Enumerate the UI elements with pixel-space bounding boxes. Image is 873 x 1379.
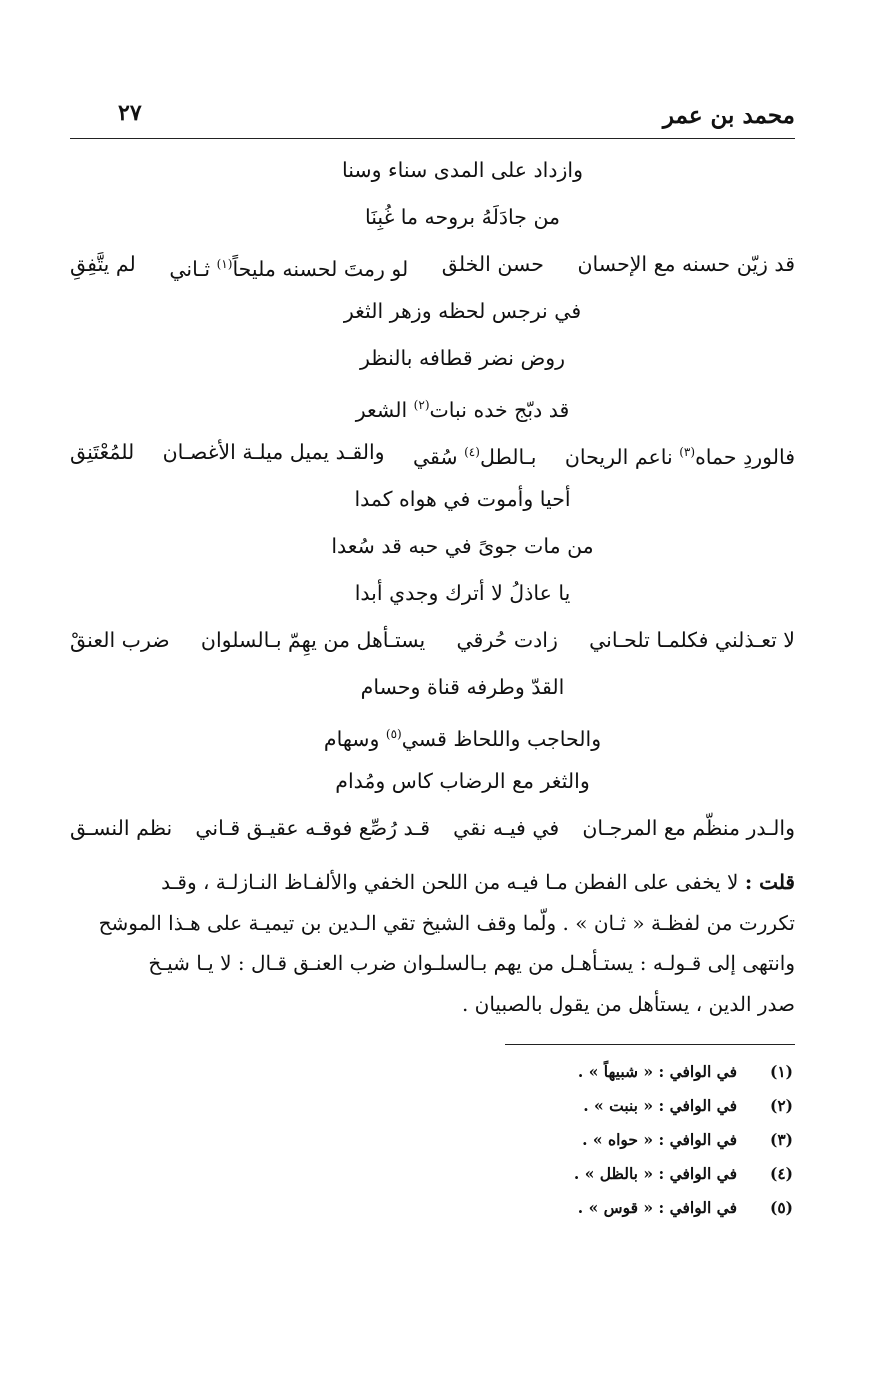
poem-line	[70, 382, 795, 429]
muwashshah-poem	[70, 147, 795, 852]
prose-text: وانتهى إلى قـولـه : يستـأهـل من يهم بـالسلـوان ضرب العنـق قـال : لا يـا شيـخ	[148, 951, 795, 975]
refrain-text: ناعم الريحان	[564, 444, 673, 469]
poem-line: القدّ وطرفه قناة وحسام	[360, 675, 565, 699]
refrain-segment: قـد رُصِّع فوقـه عقيـق قـاني	[195, 816, 431, 840]
prose-line	[70, 943, 795, 984]
poem-text: قد دبّج خده نبات	[429, 397, 570, 422]
refrain-segment: في فيـه نقي	[453, 816, 560, 840]
poem-line: والثغر مع الرضاب كاس ومُدام	[335, 769, 590, 793]
footnote-number: (٥)	[769, 1198, 793, 1217]
running-head: محمد بن عمر	[662, 102, 795, 129]
footnote-marker: (٤)	[464, 445, 480, 459]
poem-line: من مات جوىً في حبه قد سُعدا	[331, 534, 594, 558]
poem-line: روض نضر قطافه بالنظر	[359, 346, 566, 370]
footnote-text: في الوافي : « بالظل » .	[573, 1164, 737, 1183]
poem-refrain-line	[70, 241, 795, 288]
poem-text: والحاجب واللحاظ قسي	[401, 726, 602, 751]
commentary-paragraph	[70, 862, 795, 1024]
refrain-segment: والقـد يميل ميلـة الأغصـان	[162, 440, 385, 464]
footnote-marker: (٣)	[679, 445, 696, 459]
prose-line	[70, 903, 795, 944]
prose-segment: لا يخفى على الفطن مـا فيـه من اللحن الخفي والألفـاظ النـازلـة ، وقـد	[161, 870, 739, 894]
footnote-marker: (٢)	[413, 398, 430, 412]
footnote	[70, 1123, 793, 1157]
refrain-text: سُقي	[412, 444, 458, 469]
footnote-marker: (٥)	[385, 727, 402, 741]
poem-line: يا عاذلُ لا أترك وجدي أبدا	[354, 581, 571, 605]
poem-line: أحيا وأموت في هواه كمدا	[354, 487, 571, 511]
refrain-segment: زادت حُرقي	[456, 628, 558, 652]
commentary-lead: قلت :	[744, 870, 795, 894]
prose-text: تكررت من لفظـة « ثـان » . ولّما وقف الشيخ تقي الـدين بن تيميـة على هـذا الموشح	[98, 910, 795, 935]
refrain-segment: والـدر منظّم مع المرجـان	[582, 816, 795, 840]
footnote	[70, 1157, 793, 1191]
footnote-text: في الوافي : « قوس » .	[577, 1198, 737, 1217]
footnote	[70, 1089, 793, 1123]
prose-text	[161, 862, 795, 903]
poem-line: وازداد على المدى سناء وسنا	[342, 158, 583, 182]
footnote	[70, 1191, 793, 1225]
footnote-text: في الوافي : « حواه » .	[582, 1130, 737, 1149]
poem-text: وسهام	[323, 726, 380, 751]
refrain-segment: ضرب العنقْ	[70, 628, 170, 652]
refrain-text: ثـاني	[169, 256, 211, 281]
prose-line	[70, 984, 795, 1025]
footnote-number: (٢)	[769, 1096, 793, 1115]
prose-line	[70, 862, 795, 903]
footnote-number: (٣)	[769, 1130, 793, 1149]
footnote-marker: (١)	[216, 257, 233, 271]
poem-line: في نرجس لحظه وزهر الثغر	[343, 299, 582, 323]
poem-refrain-line	[70, 617, 795, 664]
footnote-divider	[505, 1044, 795, 1045]
page-header	[70, 100, 795, 139]
refrain-segment: لم يتَّفِقِ	[70, 252, 136, 276]
refrain-segment	[169, 241, 408, 288]
prose-text: صدر الدين ، يستأهل من يقول بالصبيان .	[461, 991, 795, 1016]
refrain-segment: قد زيّن حسنه مع الإحسان	[577, 252, 795, 276]
footnotes	[70, 1055, 795, 1225]
refrain-text: فالوردِ حماه	[695, 444, 795, 469]
poem-line: من جادَلَهُ بروحه ما غُبِنَا	[364, 205, 561, 229]
footnote-text: في الوافي : « شبيهاً » .	[577, 1062, 737, 1081]
refrain-segment: لا تعـذلني فكلمـا تلحـاني	[589, 628, 795, 652]
footnote-number: (٤)	[769, 1164, 793, 1183]
book-page	[70, 100, 795, 1225]
footnote	[70, 1055, 793, 1089]
refrain-text: لو رمتَ لحسنه مليحاً	[232, 256, 409, 281]
refrain-segment: للمُعْتَنِق	[70, 440, 135, 464]
poem-line	[70, 711, 795, 758]
refrain-segment: يستـأهل من يهِمّ بـالسلوان	[200, 628, 426, 652]
footnote-text: في الوافي : « بنبت » .	[583, 1096, 737, 1115]
poem-text: الشعر	[355, 397, 408, 422]
refrain-segment: نظم النسـق	[70, 816, 173, 840]
refrain-segment: حسن الخلق	[441, 252, 544, 276]
refrain-text: بـالطل	[479, 444, 537, 469]
page-number: ٢٧	[118, 100, 142, 126]
refrain-segment	[565, 429, 795, 476]
footnote-number: (١)	[769, 1062, 793, 1081]
poem-refrain-line	[70, 429, 795, 476]
refrain-segment	[413, 429, 537, 476]
poem-refrain-line	[70, 805, 795, 852]
